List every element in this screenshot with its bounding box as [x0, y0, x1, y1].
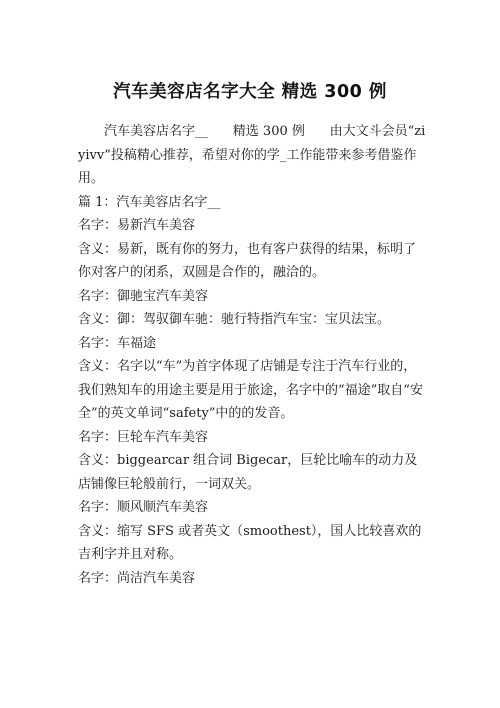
name-entry: 名字：车福途	[78, 335, 157, 351]
section-heading: 篇 1：汽车美容店名字__	[78, 194, 221, 210]
meaning-entry: 含义：易新，既有你的努力，也有客户获得的结果，标明了你对客户的闭系，双圆是合作的，融洽的。	[78, 241, 417, 280]
intro-paragraph: 汽车美容店名字__ 精选 300 例 由大文斗会员“ziyivv”投稿精心推荐，希望对你的学_工作能带来参考借鉴作用。	[78, 124, 426, 186]
name-entry: 名字：尚洁汽车美容	[78, 570, 196, 586]
name-entry: 名字：易新汽车美容	[78, 218, 196, 233]
document-body	[78, 120, 428, 590]
document-title: 汽车美容店名字大全 精选 300 例	[113, 82, 387, 102]
name-entry: 名字：顺风顺汽车美容	[78, 500, 209, 515]
meaning-entry: 含义：缩写 SFS 或者英文（smoothest），国人比较喜欢的吉利字并且对称。	[78, 523, 422, 562]
meaning-entry: 含义：御：驾驭御车驰：驰行特指汽车宝：宝贝法宝。	[78, 312, 391, 327]
meaning-entry: 含义：名字以“车”为首字体现了店铺是专注于汽车行业的，我们熟知车的用途主要是用于旅途，名字中的“福途”取自“安全”的英文单词“safety”中的的发音。	[78, 359, 423, 421]
meaning-entry: 含义：biggearcar 组合词 Bigecar，巨轮比喻车的动力及店铺像巨轮般前行，一词双关。	[78, 453, 418, 492]
name-entry: 名字：御驰宝汽车美容	[78, 288, 209, 304]
name-entry: 名字：巨轮车汽车美容	[78, 429, 209, 445]
